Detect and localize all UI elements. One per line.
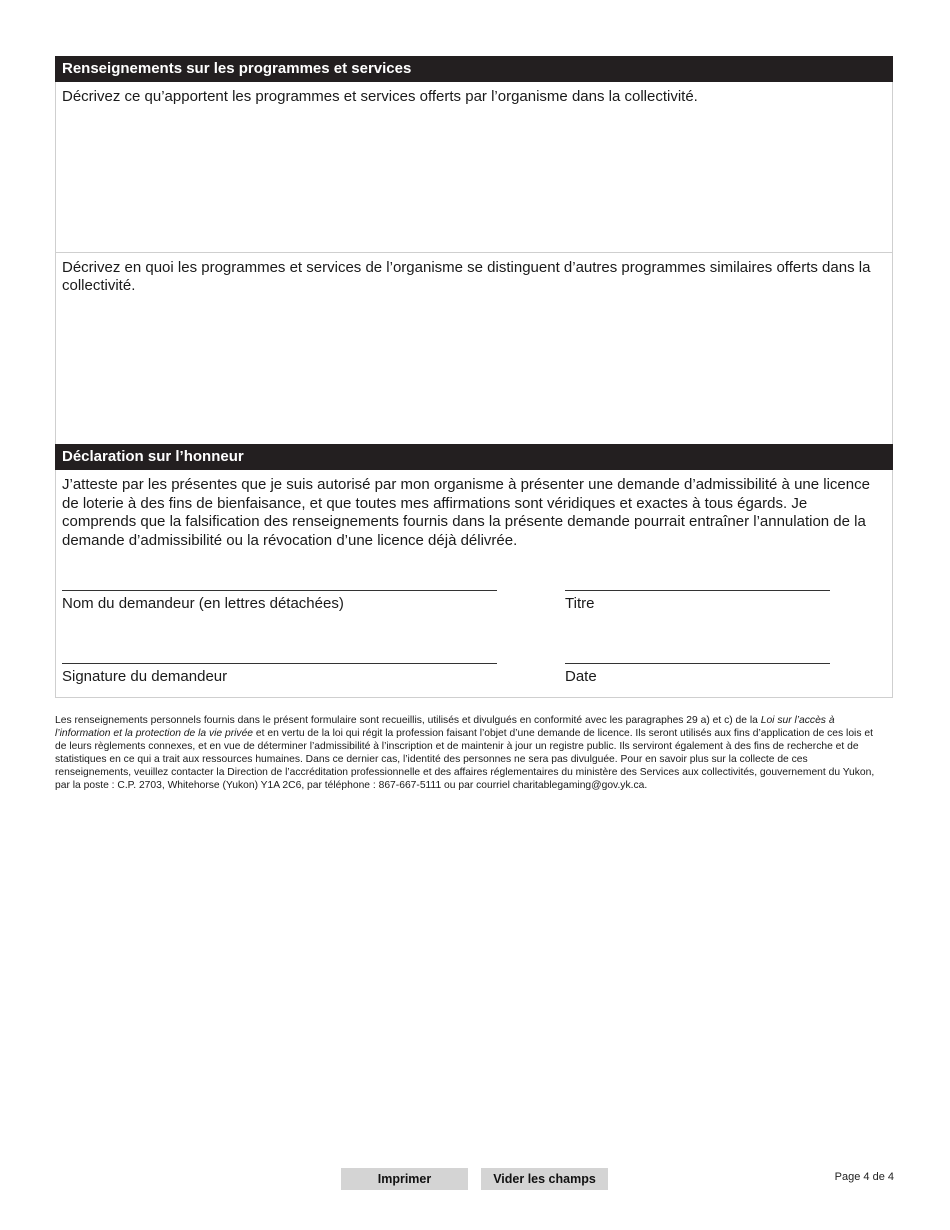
program-distinction-field[interactable] (55, 253, 893, 444)
community-benefit-field[interactable] (55, 82, 893, 253)
signature-label: Signature du demandeur (62, 668, 228, 685)
signature-field[interactable] (62, 663, 497, 664)
print-button[interactable]: Imprimer (341, 1168, 468, 1190)
programs-section-header: Renseignements sur les programmes et services (55, 56, 893, 82)
application-form (55, 56, 893, 698)
privacy-notice (55, 714, 885, 793)
privacy-notice-part2: et en vertu de la loi qui régit la profession faisant l’objet d’une demande de licence. Ils seront utilisés aux fins d’application de ces lois et de leurs règlements connexes, et en vue de déterminer l’admissibilité à l’inscription et de maintenir à jour un registre public. Ils serviront également à des fins de recherche et de statistiques en ce qui a trait aux ressources humaines. Dans ce dernier cas, l’identité des personnes ne sera pas divulguée. Pour en savoir plus sur la collecte de ces renseignements, veuillez contacter la Direction de l’accréditation professionnelle et des affaires réglementaires du ministère des Services aux collectivités, gouvernement du Yukon, par la poste : C.P. 2703, Whitehorse (Yukon) Y1A 2C6, par téléphone : 867-667-5111 ou par courriel charitablegaming@gov.yk.ca. (55, 728, 875, 792)
privacy-notice-part1: Les renseignements personnels fournis dans le présent formulaire sont recueillis, utilisés et divulgués en conformité avec les paragraphes 29 a) et c) de la (55, 715, 761, 726)
program-distinction-question: Décrivez en quoi les programmes et services de l’organisme se distinguent d’autres programmes similaires offerts dans la collectivité. (62, 259, 871, 294)
date-field[interactable] (565, 663, 830, 664)
community-benefit-question: Décrivez ce qu’apportent les programmes et services offerts par l’organisme dans la collectivité. (62, 88, 698, 105)
privacy-law-title: Loi sur l’accès à l’information et la protection de la vie privée (55, 715, 835, 740)
title-field[interactable] (565, 590, 830, 591)
page-number: Page 4 de 4 (834, 1171, 894, 1183)
title-label: Titre (565, 595, 595, 612)
declaration-box (55, 470, 893, 698)
date-label: Date (565, 668, 597, 685)
applicant-name-label: Nom du demandeur (en lettres détachées) (62, 595, 344, 612)
declaration-section-header: Déclaration sur l’honneur (55, 444, 893, 470)
clear-fields-button[interactable]: Vider les champs (481, 1168, 608, 1190)
declaration-text: J’atteste par les présentes que je suis autorisé par mon organisme à présenter une demande d’admissibilité à une licence de loterie à des fins de bienfaisance, et que toutes mes affirmations sont véridiques et exactes à tous égards. Je comprends que la falsification des renseignements fournis dans la présente demande pourrait entraîner l’annulation de la demande d’admissibilité ou la révocation d’une licence déjà délivrée. (62, 476, 870, 549)
applicant-name-field[interactable] (62, 590, 497, 591)
